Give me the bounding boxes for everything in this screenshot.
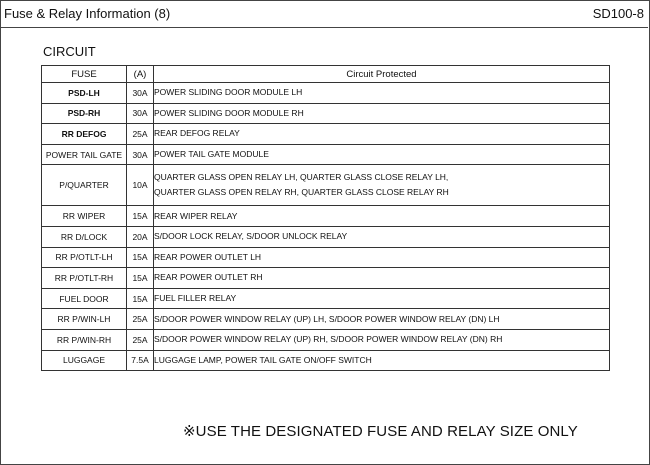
circuit-line: S/DOOR LOCK RELAY, S/DOOR UNLOCK RELAY bbox=[154, 231, 348, 242]
fuse-name-cell: RR P/WIN-RH bbox=[42, 329, 127, 350]
amp-cell: 30A bbox=[127, 83, 154, 104]
fuse-name-cell: LUGGAGE bbox=[42, 350, 127, 371]
header-amp: (A) bbox=[127, 66, 154, 83]
circuit-cell bbox=[154, 288, 610, 309]
table-row bbox=[42, 144, 610, 165]
circuit-cell bbox=[154, 103, 610, 124]
fuse-name-cell: PSD-LH bbox=[42, 83, 127, 104]
table-row bbox=[42, 268, 610, 289]
fuse-name-cell: PSD-RH bbox=[42, 103, 127, 124]
table-row bbox=[42, 350, 610, 371]
table-row bbox=[42, 206, 610, 227]
table-row bbox=[42, 309, 610, 330]
amp-cell: 15A bbox=[127, 288, 154, 309]
table-row bbox=[42, 103, 610, 124]
amp-cell: 15A bbox=[127, 247, 154, 268]
table-row bbox=[42, 247, 610, 268]
circuit-line: REAR DEFOG RELAY bbox=[154, 128, 240, 139]
header-circuit: Circuit Protected bbox=[154, 66, 610, 83]
table-row bbox=[42, 83, 610, 104]
circuit-line: S/DOOR POWER WINDOW RELAY (UP) RH, S/DOOR POWER WINDOW RELAY (DN) RH bbox=[154, 334, 503, 345]
table-row bbox=[42, 329, 610, 350]
fuse-table bbox=[41, 65, 610, 371]
table-header-row bbox=[42, 66, 610, 83]
fuse-name-cell: FUEL DOOR bbox=[42, 288, 127, 309]
fuse-name-cell: RR P/OTLT-LH bbox=[42, 247, 127, 268]
table-body bbox=[42, 83, 610, 371]
fuse-name-cell: RR P/WIN-LH bbox=[42, 309, 127, 330]
amp-cell: 30A bbox=[127, 103, 154, 124]
amp-cell: 25A bbox=[127, 309, 154, 330]
page-code: SD100-8 bbox=[592, 6, 644, 21]
fuse-size-note: ※USE THE DESIGNATED FUSE AND RELAY SIZE ONLY bbox=[183, 423, 578, 440]
amp-cell: 15A bbox=[127, 268, 154, 289]
circuit-cell bbox=[154, 329, 610, 350]
amp-cell: 25A bbox=[127, 329, 154, 350]
circuit-line: POWER TAIL GATE MODULE bbox=[154, 149, 269, 160]
circuit-cell bbox=[154, 144, 610, 165]
circuit-line: POWER SLIDING DOOR MODULE LH bbox=[154, 87, 303, 98]
circuit-cell bbox=[154, 226, 610, 247]
circuit-line: POWER SLIDING DOOR MODULE RH bbox=[154, 107, 304, 118]
fuse-name-cell: P/QUARTER bbox=[42, 165, 127, 206]
amp-cell: 15A bbox=[127, 206, 154, 227]
amp-cell: 10A bbox=[127, 165, 154, 206]
table-row bbox=[42, 124, 610, 145]
circuit-line: REAR POWER OUTLET LH bbox=[154, 251, 262, 262]
circuit-cell bbox=[154, 350, 610, 371]
circuit-cell bbox=[154, 309, 610, 330]
circuit-line: REAR POWER OUTLET RH bbox=[154, 272, 263, 283]
amp-cell: 30A bbox=[127, 144, 154, 165]
table-row bbox=[42, 165, 610, 206]
table-row bbox=[42, 226, 610, 247]
circuit-line: REAR WIPER RELAY bbox=[154, 210, 238, 221]
circuit-cell bbox=[154, 83, 610, 104]
circuit-cell bbox=[154, 206, 610, 227]
fuse-name-cell: RR DEFOG bbox=[42, 124, 127, 145]
table-row bbox=[42, 288, 610, 309]
circuit-line: FUEL FILLER RELAY bbox=[154, 293, 237, 304]
fuse-name-cell: RR P/OTLT-RH bbox=[42, 268, 127, 289]
page-header bbox=[0, 0, 648, 28]
circuit-line: QUARTER GLASS OPEN RELAY LH, QUARTER GLASS CLOSE RELAY LH, bbox=[154, 172, 449, 183]
circuit-line: QUARTER GLASS OPEN RELAY RH, QUARTER GLASS CLOSE RELAY RH bbox=[154, 187, 449, 198]
header-fuse: FUSE bbox=[42, 66, 127, 83]
circuit-line: S/DOOR POWER WINDOW RELAY (UP) LH, S/DOOR POWER WINDOW RELAY (DN) LH bbox=[154, 313, 500, 324]
circuit-cell bbox=[154, 268, 610, 289]
fuse-name-cell: POWER TAIL GATE bbox=[42, 144, 127, 165]
circuit-cell bbox=[154, 165, 610, 206]
page-title: Fuse & Relay Information (8) bbox=[4, 6, 171, 21]
fuse-name-cell: RR WIPER bbox=[42, 206, 127, 227]
circuit-cell bbox=[154, 124, 610, 145]
circuit-cell bbox=[154, 247, 610, 268]
fuse-name-cell: RR D/LOCK bbox=[42, 226, 127, 247]
amp-cell: 20A bbox=[127, 226, 154, 247]
amp-cell: 7.5A bbox=[127, 350, 154, 371]
circuit-line: LUGGAGE LAMP, POWER TAIL GATE ON/OFF SWITCH bbox=[154, 354, 372, 365]
section-label: CIRCUIT bbox=[43, 44, 96, 59]
amp-cell: 25A bbox=[127, 124, 154, 145]
